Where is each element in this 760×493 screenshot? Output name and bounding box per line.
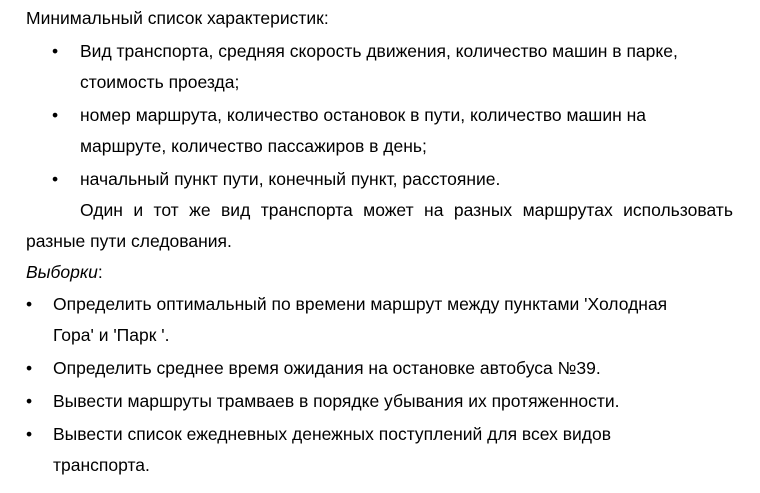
list-item-text-continued: транспорта. — [53, 455, 150, 475]
list-item-text: номер маршрута, количество остановок в пути, количество машин на — [80, 105, 647, 125]
bullet-icon: • — [26, 391, 33, 411]
list-item-text: начальный пункт пути, конечный пункт, расстояние. — [80, 169, 501, 189]
list-item-text: Определить среднее время ожидания на остановке автобуса №39. — [53, 358, 601, 378]
paragraph-word: может — [363, 200, 414, 220]
queries-heading-colon: : — [97, 262, 103, 282]
bullet-icon: • — [52, 105, 59, 125]
list-item-text: Вывести список ежедневных денежных поступлений для всех видов — [53, 424, 612, 444]
paragraph-word: Один — [80, 200, 123, 220]
list-item-text: Вывести маршруты трамваев в порядке убывания их протяженности. — [53, 391, 620, 411]
bullet-icon: • — [52, 41, 59, 61]
paragraph-word: тот — [153, 200, 179, 220]
paragraph-word: и — [133, 200, 144, 220]
bullet-icon: • — [52, 169, 59, 189]
queries-heading-label: Выборки — [26, 262, 98, 282]
list-item-text-continued: стоимость проезда; — [80, 72, 240, 92]
bullet-icon: • — [26, 424, 33, 444]
list-item-text-continued: Гора' и 'Парк '. — [53, 325, 170, 345]
paragraph-word: на — [424, 200, 444, 220]
list-item-text-continued: маршруте, количество пассажиров в день; — [80, 136, 427, 156]
list-item-text: Вид транспорта, средняя скорость движения, количество машин в парке, — [80, 41, 678, 61]
paragraph-word: использовать — [623, 200, 733, 220]
bullet-icon: • — [26, 294, 33, 314]
paragraph-line-2: разные пути следования. — [26, 231, 232, 251]
bullet-icon: • — [26, 358, 33, 378]
paragraph-word: маршрутах — [522, 200, 613, 220]
paragraph-word: вид — [221, 200, 251, 220]
paragraph-line-1 — [80, 200, 733, 220]
queries-heading — [26, 262, 103, 282]
paragraph-word: транспорта — [260, 200, 353, 220]
paragraph-word: же — [189, 200, 211, 220]
intro-text: Минимальный список характеристик: — [26, 8, 329, 28]
list-item-text: Определить оптимальный по времени маршрут между пунктами 'Холодная — [53, 294, 668, 314]
paragraph-word: разных — [453, 200, 513, 220]
